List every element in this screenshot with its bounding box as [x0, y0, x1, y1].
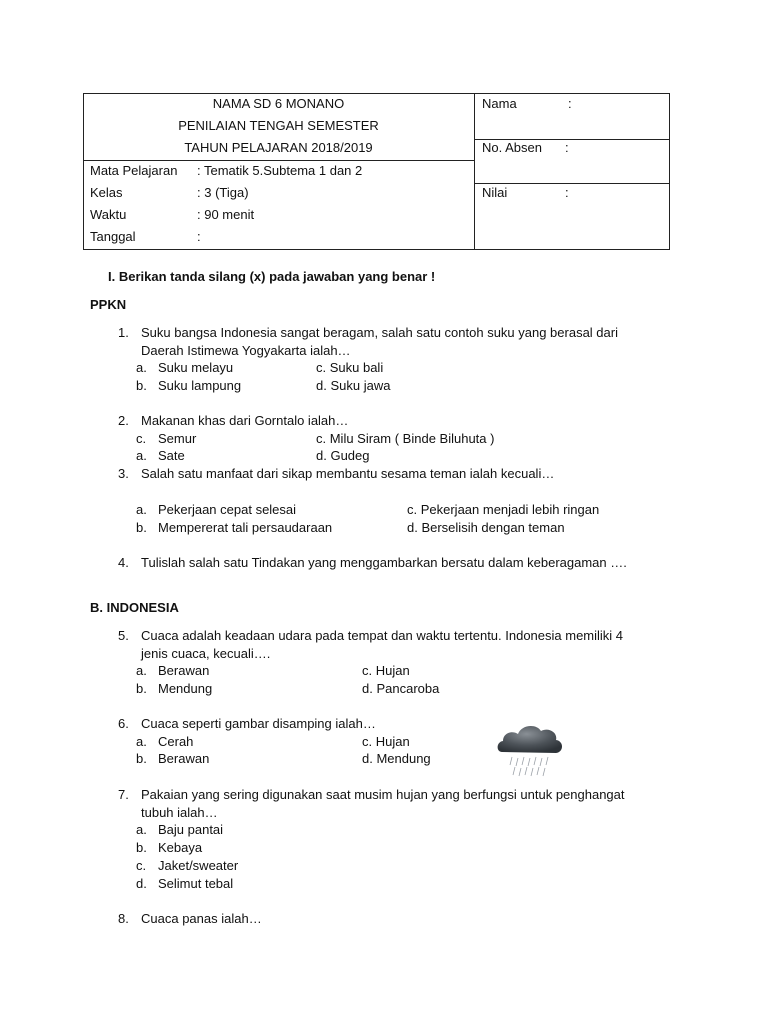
question-text: Makanan khas dari Gorntalo ialah… — [141, 413, 349, 428]
info-value-class: : 3 (Tiga) — [197, 185, 249, 200]
option-letter[interactable]: c. — [136, 431, 147, 446]
question-text: Tulislah salah satu Tindakan yang menggambarkan bersatu dalam keberagaman …. — [141, 555, 627, 570]
exam-title: PENILAIAN TENGAH SEMESTER — [178, 118, 379, 133]
option-text[interactable]: Berawan — [158, 751, 210, 766]
question-text: Pakaian yang sering digunakan saat musim hujan yang berfungsi untuk penghangat — [141, 787, 625, 802]
question-number: 3. — [118, 466, 129, 481]
option-letter[interactable]: b. — [136, 378, 147, 393]
option-letter[interactable]: a. — [136, 663, 147, 678]
question-text: Cuaca seperti gambar disamping ialah… — [141, 716, 376, 731]
info-label-date: Tanggal — [90, 229, 136, 244]
option-text[interactable]: Kebaya — [158, 840, 203, 855]
option-letter[interactable]: b. — [136, 681, 147, 696]
option-letter[interactable]: a. — [136, 734, 147, 749]
info-label-time: Waktu — [90, 207, 127, 222]
option-letter[interactable]: a. — [136, 360, 147, 375]
question-text: Daerah Istimewa Yogyakarta ialah… — [141, 343, 351, 358]
instruction: I. Berikan tanda silang (x) pada jawaban yang benar ! — [108, 269, 436, 284]
option-text[interactable]: c. Pekerjaan menjadi lebih ringan — [407, 502, 600, 517]
option-text[interactable]: d. Gudeg — [316, 448, 370, 463]
info-value-time: : 90 menit — [197, 207, 255, 222]
option-text[interactable]: Semur — [158, 431, 197, 446]
option-text[interactable]: c. Suku bali — [316, 360, 384, 375]
option-text[interactable]: c. Milu Siram ( Binde Biluhuta ) — [316, 431, 495, 446]
info-value-date: : — [197, 229, 201, 244]
academic-year: TAHUN PELAJARAN 2018/2019 — [184, 140, 373, 155]
option-text[interactable]: Berawan — [158, 663, 210, 678]
question-number: 4. — [118, 555, 129, 570]
rain-cloud-icon — [494, 718, 566, 780]
option-text[interactable]: Mendung — [158, 681, 213, 696]
name-colon: : — [568, 96, 572, 111]
question-text: jenis cuaca, kecuali…. — [141, 646, 271, 661]
header-line — [83, 160, 474, 161]
option-text[interactable]: Jaket/sweater — [158, 858, 239, 873]
header-divider — [474, 93, 475, 250]
info-label-subject: Mata Pelajaran — [90, 163, 178, 178]
option-text[interactable]: c. Hujan — [362, 734, 410, 749]
question-number: 1. — [118, 325, 129, 340]
option-letter[interactable]: c. — [136, 858, 147, 873]
option-text[interactable]: d. Berselisih dengan teman — [407, 520, 565, 535]
absen-label: No. Absen — [482, 140, 542, 155]
school-name: NAMA SD 6 MONANO — [212, 96, 345, 111]
question-number: 7. — [118, 787, 129, 802]
option-text[interactable]: Selimut tebal — [158, 876, 234, 891]
option-letter[interactable]: a. — [136, 822, 147, 837]
name-label: Nama — [482, 96, 517, 111]
option-text[interactable]: d. Pancaroba — [362, 681, 440, 696]
score-colon: : — [565, 185, 569, 200]
option-letter[interactable]: a. — [136, 502, 147, 517]
option-text[interactable]: Mempererat tali persaudaraan — [158, 520, 333, 535]
score-label: Nilai — [482, 185, 508, 200]
option-text[interactable]: Baju pantai — [158, 822, 224, 837]
option-letter[interactable]: d. — [136, 876, 147, 891]
question-number: 5. — [118, 628, 129, 643]
question-text: Cuaca panas ialah… — [141, 911, 262, 926]
option-text[interactable]: Cerah — [158, 734, 194, 749]
section-title-indonesia: B. INDONESIA — [90, 600, 179, 615]
option-letter[interactable]: b. — [136, 751, 147, 766]
option-text[interactable]: Suku lampung — [158, 378, 242, 393]
info-label-class: Kelas — [90, 185, 123, 200]
question-number: 6. — [118, 716, 129, 731]
option-text[interactable]: Pekerjaan cepat selesai — [158, 502, 297, 517]
section-title-ppkn: PPKN — [90, 297, 127, 312]
option-text[interactable]: d. Suku jawa — [316, 378, 391, 393]
option-letter[interactable]: a. — [136, 448, 147, 463]
question-text: tubuh ialah… — [141, 805, 218, 820]
question-text: Suku bangsa Indonesia sangat beragam, salah satu contoh suku yang berasal dari — [141, 325, 618, 340]
question-number: 8. — [118, 911, 129, 926]
info-value-subject: : Tematik 5.Subtema 1 dan 2 — [197, 163, 363, 178]
option-letter[interactable]: b. — [136, 520, 147, 535]
header-line — [474, 183, 670, 184]
absen-colon: : — [565, 140, 569, 155]
question-text: Salah satu manfaat dari sikap membantu sesama teman ialah kecuali… — [141, 466, 555, 481]
option-text[interactable]: d. Mendung — [362, 751, 431, 766]
option-text[interactable]: Sate — [158, 448, 185, 463]
question-number: 2. — [118, 413, 129, 428]
option-text[interactable]: Suku melayu — [158, 360, 234, 375]
option-text[interactable]: c. Hujan — [362, 663, 410, 678]
question-text: Cuaca adalah keadaan udara pada tempat dan waktu tertentu. Indonesia memiliki 4 — [141, 628, 624, 643]
option-letter[interactable]: b. — [136, 840, 147, 855]
